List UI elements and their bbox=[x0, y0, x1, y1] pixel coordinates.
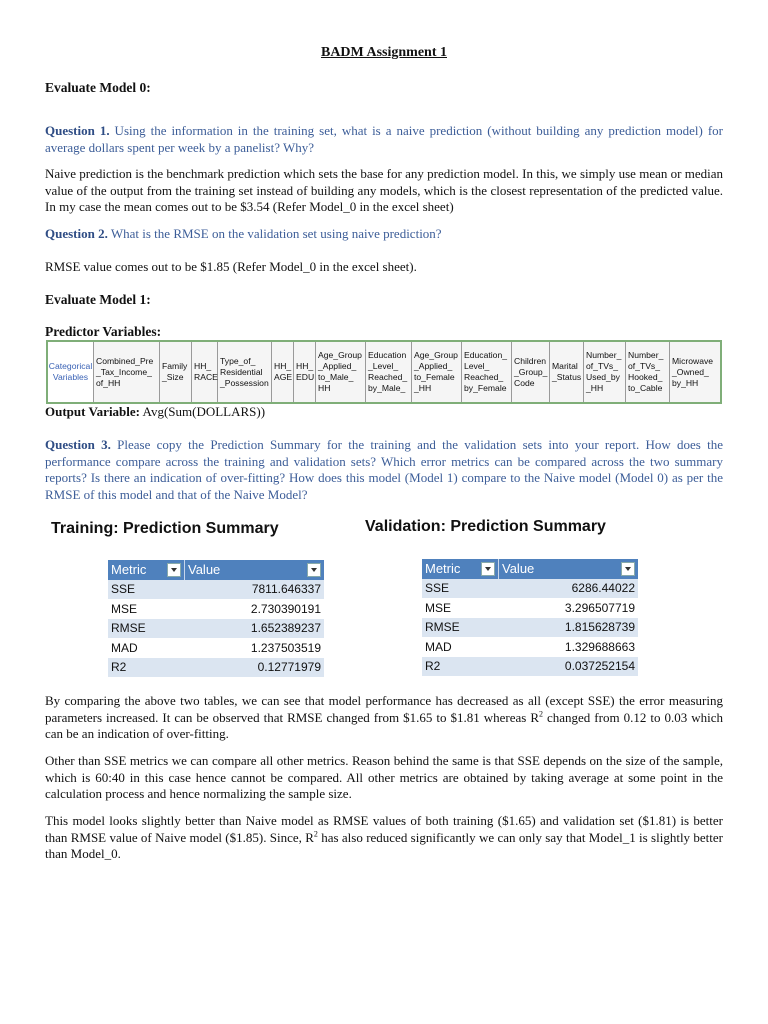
predictor-cell: Age_Group _Applied_ to_Male_ HH bbox=[316, 342, 366, 402]
table-row bbox=[422, 598, 638, 618]
value-cell: 0.12771979 bbox=[257, 660, 321, 675]
value-cell: 1.329688663 bbox=[564, 639, 635, 654]
question-3 bbox=[45, 437, 723, 503]
doc-title: BADM Assignment 1 bbox=[320, 45, 447, 60]
validation-summary-table bbox=[422, 559, 638, 676]
question-3-text: Please copy the Prediction Summary for the training and the validation sets into your report. How does the performance compare across the training and validation sets? Which error metrics can be compared across the two summary reports? Is there an indication of over-fitting? How does this model (Model 1) compare to the Naive model (Model 0) as per the RMSE of this model and that of the Naive Model? bbox=[45, 437, 724, 502]
question-2-text: What is the RMSE on the validation set using naive prediction? bbox=[107, 226, 442, 241]
value-cell: 1.237503519 bbox=[250, 640, 321, 655]
table-row bbox=[108, 619, 324, 639]
table-row bbox=[422, 618, 638, 638]
answer-1: Naive prediction is the benchmark prediction which sets the base for any prediction model. In this, we simply use mean or median value of the output from the training set instead of building any models, which is the closest representation of the predicted value. In my case the mean comes out to be $3.54 (Refer Model_0 in the excel sheet) bbox=[45, 166, 723, 214]
metric-cell: R2 bbox=[425, 659, 441, 674]
table-row bbox=[108, 580, 324, 600]
predictor-cell: Marital _Status bbox=[550, 342, 584, 402]
question-2 bbox=[45, 226, 723, 243]
predictor-cell: Education_ Level_ Reached_ by_Female bbox=[462, 342, 512, 402]
metric-cell: R2 bbox=[111, 660, 127, 675]
value-cell: 7811.646337 bbox=[251, 582, 321, 597]
filter-dropdown-icon[interactable] bbox=[481, 562, 495, 576]
conclusion-paragraph: This model looks slightly better than Naive model as RMSE values of both training ($1.65) and validation set ($1.81) is better than RMSE value of Naive model ($1.85). Since, $R^2$ has also reduced significantly we can only say that Model_1 is slightly better than Model_0. bbox=[45, 813, 723, 861]
value-cell: 1.815628739 bbox=[564, 620, 635, 635]
heading-evaluate-model-1: Evaluate Model 1: bbox=[45, 292, 151, 307]
predictor-cell: Family _Size bbox=[160, 342, 192, 402]
table-row bbox=[422, 637, 638, 657]
metric-header[interactable]: Metric bbox=[422, 559, 499, 579]
filter-dropdown-icon[interactable] bbox=[307, 563, 321, 577]
predictor-cell: Number_ of_TVs_ Hooked_ to_Cable bbox=[626, 342, 670, 402]
table-row bbox=[422, 579, 638, 599]
metric-cell: SSE bbox=[425, 581, 450, 596]
table-row bbox=[108, 599, 324, 619]
table-row bbox=[422, 657, 638, 677]
sse-paragraph: Other than SSE metrics we can compare all other metrics. Reason behind the same is that SSE depends on the size of the sample, which is 60:40 in this case hence cannot be compared. All other metrics are obtained by taking average at some point in the calculation process and hence normalizing the sample size. bbox=[45, 753, 723, 801]
value-cell: 3.296507719 bbox=[564, 600, 635, 615]
predictor-cell: Number_ of_TVs_ Used_by _HH bbox=[584, 342, 626, 402]
table-row bbox=[108, 638, 324, 658]
predictor-variables-table bbox=[46, 340, 722, 404]
filter-dropdown-icon[interactable] bbox=[167, 563, 181, 577]
comparison-paragraph: By comparing the above two tables, we can see that model performance has decreased as all (except SSE) the error measuring parameters increased. It can be observed that RMSE changed from $1.65 to $1.81 whereas $R^2$ changed from 0.12 to 0.03 which can be an indication of over-fitting. bbox=[45, 693, 723, 741]
validation-summary-title: Validation: Prediction Summary bbox=[365, 518, 606, 535]
value-cell: 2.730390191 bbox=[250, 601, 321, 616]
value-header[interactable]: Value bbox=[185, 560, 324, 580]
metric-cell: MAD bbox=[425, 639, 452, 654]
question-1-text: Using the information in the training set, what is a naive prediction (without building any prediction model) for average dollars spent per week by a panelist? Why? bbox=[45, 123, 723, 155]
filter-dropdown-icon[interactable] bbox=[621, 562, 635, 576]
metric-header[interactable]: Metric bbox=[108, 560, 185, 580]
predictor-cell: HH_ RACE bbox=[192, 342, 218, 402]
question-2-label: Question 2. bbox=[45, 226, 108, 241]
question-1 bbox=[45, 123, 723, 156]
predictor-cell: Microwave _Owned_ by_HH bbox=[670, 342, 720, 402]
predictor-cell: Education _Level_ Reached_ by_Male_ bbox=[366, 342, 412, 402]
predictor-cell: HH_ AGE bbox=[272, 342, 294, 402]
value-cell: 6286.44022 bbox=[571, 581, 635, 596]
question-1-label: Question 1. bbox=[45, 123, 110, 138]
training-summary-title: Training: Prediction Summary bbox=[51, 520, 279, 537]
metric-cell: MAD bbox=[111, 640, 138, 655]
metric-cell: SSE bbox=[111, 582, 136, 597]
value-cell: 0.037252154 bbox=[564, 659, 635, 674]
table-row bbox=[108, 658, 324, 678]
predictor-cell: Age_Group _Applied_ to_Female _HH bbox=[412, 342, 462, 402]
question-3-label: Question 3. bbox=[45, 437, 111, 452]
predictor-variables-label: Predictor Variables: bbox=[45, 324, 162, 339]
metric-cell: MSE bbox=[425, 600, 452, 615]
metric-cell: RMSE bbox=[111, 621, 146, 636]
output-variable bbox=[45, 404, 265, 421]
training-summary-table bbox=[108, 560, 324, 677]
answer-2: RMSE value comes out to be $1.85 (Refer Model_0 in the excel sheet). bbox=[45, 259, 417, 274]
predictor-cell: Combined_Pre _Tax_Income_ of_HH bbox=[94, 342, 160, 402]
predictor-cell: Children _Group_ Code bbox=[512, 342, 550, 402]
output-variable-label: Output Variable: bbox=[45, 404, 140, 419]
predictor-cell: Type_of_ Residential _Possession bbox=[218, 342, 272, 402]
predictor-cell: HH_ EDU bbox=[294, 342, 316, 402]
metric-cell: MSE bbox=[111, 601, 138, 616]
output-variable-value: Avg(Sum(DOLLARS)) bbox=[140, 404, 266, 419]
metric-cell: RMSE bbox=[425, 620, 460, 635]
value-cell: 1.652389237 bbox=[250, 621, 321, 636]
heading-evaluate-model-0: Evaluate Model 0: bbox=[45, 80, 151, 95]
predictor-cell: Categorical Variables bbox=[48, 342, 94, 402]
value-header[interactable]: Value bbox=[499, 559, 638, 579]
